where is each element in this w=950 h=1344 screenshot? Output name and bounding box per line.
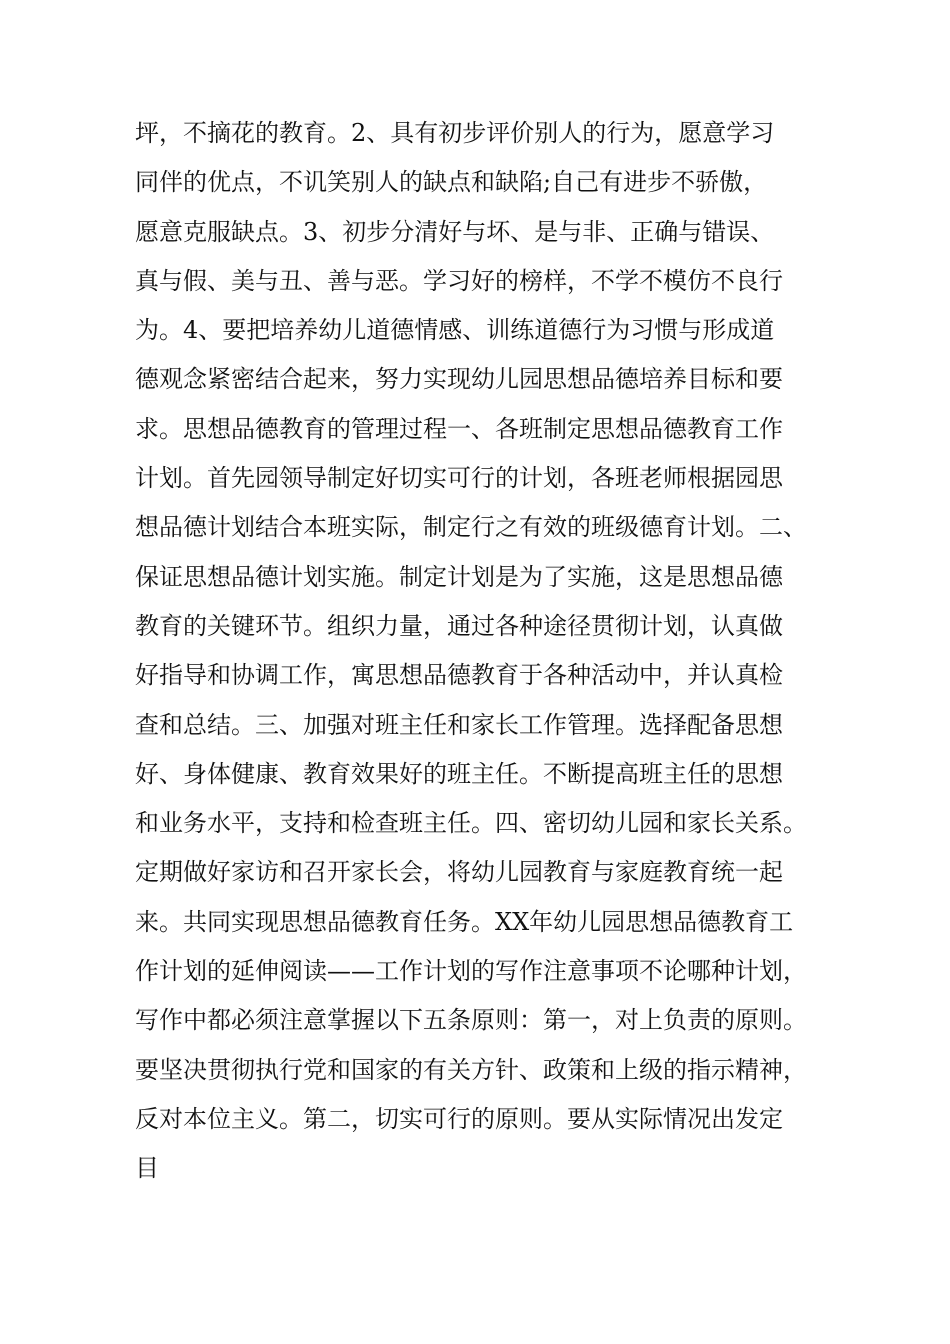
text-line: 计划。首先园领导制定好切实可行的计划，各班老师根据园思 [135,464,783,493]
text-line: 反对本位主义。第二，切实可行的原则。要从实际情况出发定 [135,1104,783,1133]
text-line: 作计划的延伸阅读——工作计划的写作注意事项不论哪种计划， [135,957,807,986]
text-line: 来。共同实现思想品德教育任务。XX年幼儿园思想品德教育工 [135,907,794,936]
text-line: 要坚决贯彻执行党和国家的有关方针、政策和上级的指示精神， [135,1055,807,1084]
text-line: 查和总结。三、加强对班主任和家长工作管理。选择配备思想 [135,710,783,739]
text-line: 愿意克服缺点。3、初步分清好与坏、是与非、正确与错误、 [135,217,775,246]
text-line: 求。思想品德教育的管理过程一、各班制定思想品德教育工作 [135,414,783,443]
text-line: 想品德计划结合本班实际，制定行之有效的班级德育计划。二、 [135,513,807,542]
text-line: 为。4、要把培养幼儿道德情感、训练道德行为习惯与形成道 [135,316,775,345]
text-line: 好、身体健康、教育效果好的班主任。不断提高班主任的思想 [135,759,783,788]
text-line: 同伴的优点，不讥笑别人的缺点和缺陷;自己有进步不骄傲， [135,168,768,197]
text-line: 真与假、美与丑、善与恶。学习好的榜样，不学不模仿不良行 [135,266,783,295]
text-line: 保证思想品德计划实施。制定计划是为了实施，这是思想品德 [135,562,783,591]
text-line: 目 [135,1154,159,1183]
text-line: 定期做好家访和召开家长会，将幼儿园教育与家庭教育统一起 [135,858,783,887]
body-text [135,111,855,1196]
text-line: 德观念紧密结合起来，努力实现幼儿园思想品德培养目标和要 [135,365,783,394]
text-line: 好指导和协调工作，寓思想品德教育于各种活动中，并认真检 [135,661,783,690]
text-line: 坪，不摘花的教育。2、具有初步评价别人的行为，愿意学习 [135,119,775,147]
text-line: 教育的关键环节。组织力量，通过各种途径贯彻计划，认真做 [135,611,783,640]
text-line: 写作中都必须注意掌握以下五条原则：第一，对上负责的原则。 [135,1006,807,1035]
text-line: 和业务水平，支持和检查班主任。四、密切幼儿园和家长关系。 [135,809,807,838]
